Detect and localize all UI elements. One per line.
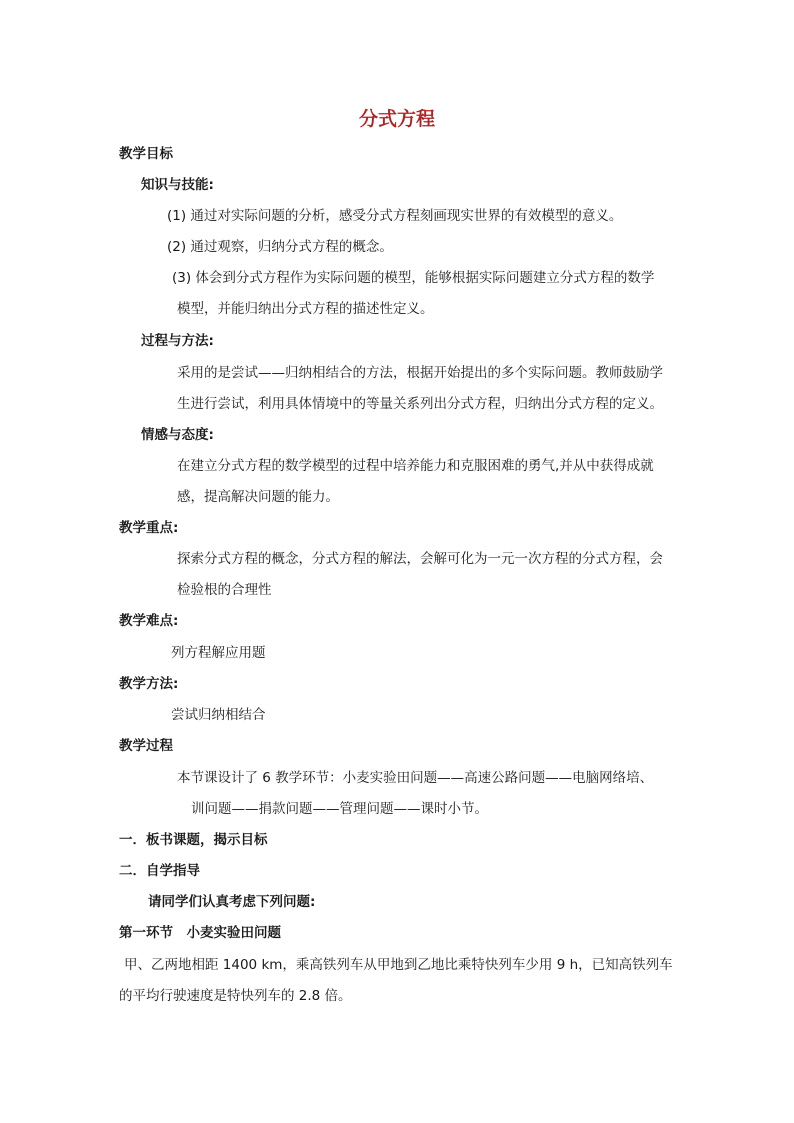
knowledge-item-3-line-1: (3) 体会到分式方程作为实际问题的模型，能够根据实际问题建立分式方程的数学 (172, 270, 655, 286)
difficulties-heading: 教学难点: (119, 613, 179, 629)
section-2-heading: 二．自学指导 (119, 863, 200, 879)
method-heading: 教学方法: (119, 676, 179, 692)
step-1-line-2: 的平均行驶速度是特快列车的 2.8 倍。 (119, 988, 352, 1004)
process-heading: 过程与方法: (141, 333, 214, 349)
step-1-line-1: 甲、乙两地相距 1400 km，乘高铁列车从甲地到乙地比乘特快列车少用 9 h，已知高铁列车 (124, 957, 673, 973)
procedure-line-1: 本节课设计了 6 教学环节：小麦实验田问题——高速公路问题——电脑网络培、 (177, 770, 654, 786)
process-line-2: 生进行尝试，利用具体情境中的等量关系列出分式方程，归纳出分式方程的定义。 (177, 396, 663, 412)
knowledge-item-3-line-2: 模型，并能归纳出分式方程的描述性定义。 (177, 301, 434, 317)
process-line-1: 采用的是尝试——归纳相结合的方法，根据开始提出的多个实际问题。教师鼓励学 (177, 365, 663, 381)
knowledge-item-2: (2) 通过观察，归纳分式方程的概念。 (167, 239, 393, 255)
procedure-line-2: 训问题——捐款问题——管理问题——课时小节。 (191, 801, 488, 817)
step-1-heading: 第一环节 小麦实验田问题 (119, 925, 281, 941)
method-text: 尝试归纳相结合 (171, 707, 266, 723)
knowledge-heading: 知识与技能: (141, 177, 214, 193)
emotion-line-1: 在建立分式方程的数学模型的过程中培养能力和克服困难的勇气,并从中获得成就 (177, 458, 654, 474)
page-title: 分式方程 (358, 108, 435, 130)
guide-text: 请同学们认真考虑下列问题: (148, 894, 316, 910)
knowledge-item-1: (1) 通过对实际问题的分析，感受分式方程刻画现实世界的有效模型的意义。 (167, 208, 623, 224)
key-points-heading: 教学重点: (119, 520, 179, 536)
key-points-line-2: 检验根的合理性 (177, 582, 272, 598)
emotion-line-2: 感，提高解决问题的能力。 (177, 489, 339, 505)
emotion-heading: 情感与态度: (141, 427, 214, 443)
difficulties-text: 列方程解应用题 (171, 645, 266, 661)
goals-heading: 教学目标 (119, 146, 173, 162)
key-points-line-1: 探索分式方程的概念，分式方程的解法，会解可化为一元一次方程的分式方程，会 (177, 551, 663, 567)
procedure-heading: 教学过程 (119, 738, 173, 754)
section-1-heading: 一．板书课题，揭示目标 (119, 832, 268, 848)
